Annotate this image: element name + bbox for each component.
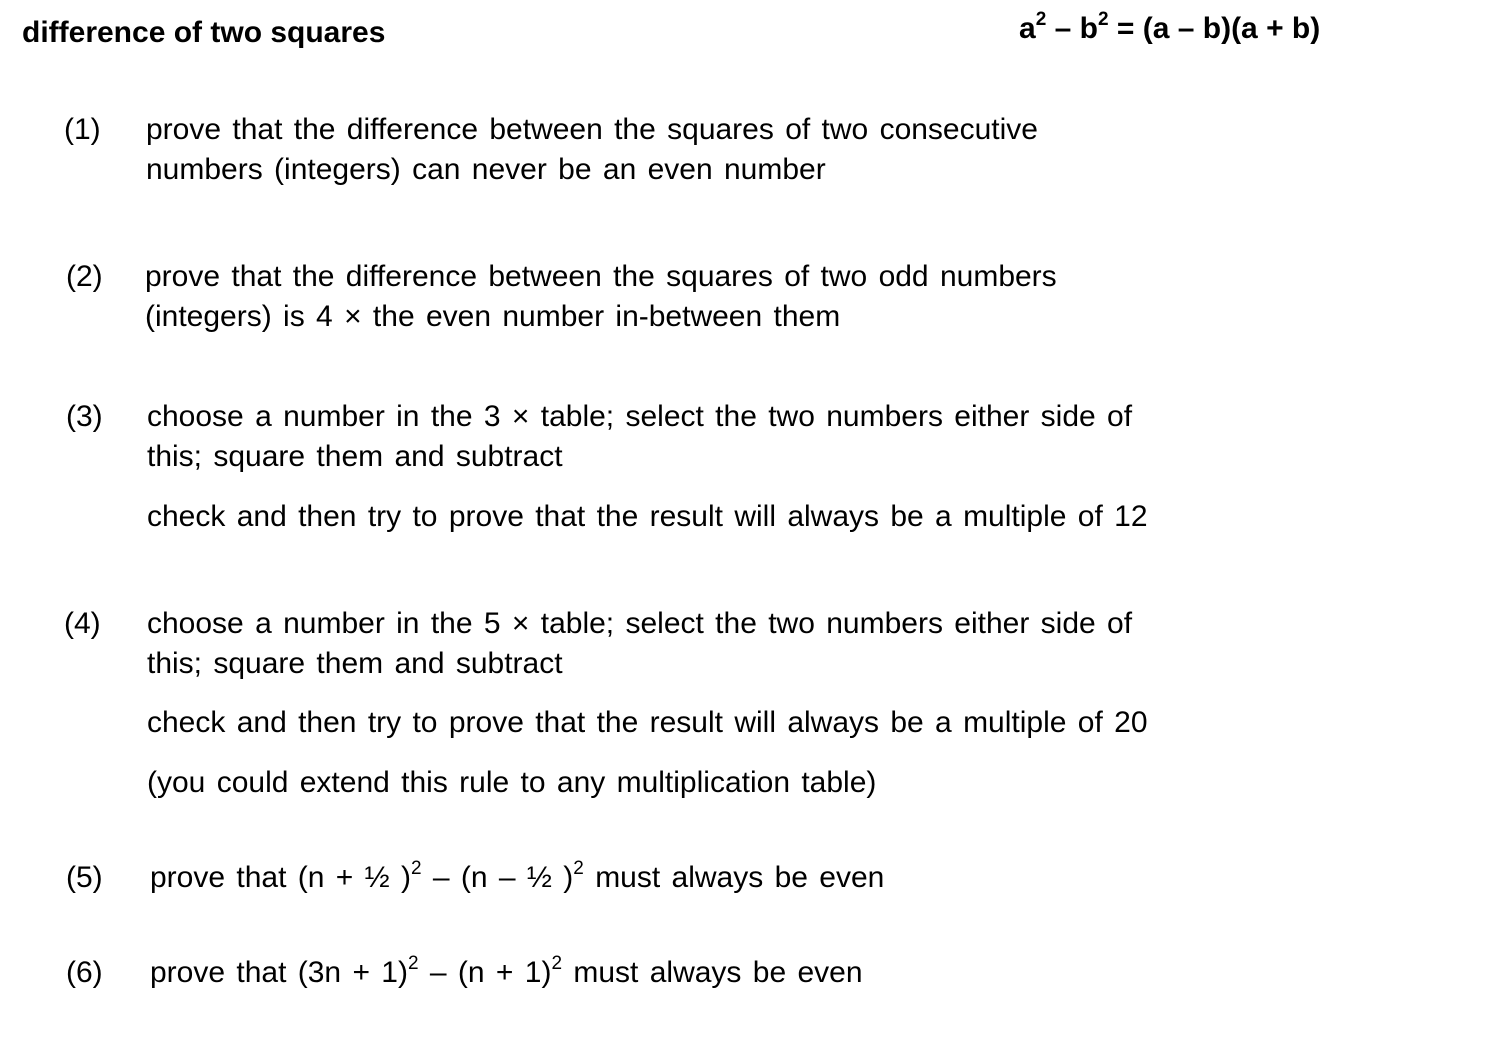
page-title: difference of two squares [22, 16, 386, 49]
problem-text-line: numbers (integers) can never be an even number [146, 153, 826, 186]
problem-text-line: choose a number in the 3 × table; select the two numbers either side of [147, 400, 1133, 433]
expression-part: must always be even [562, 956, 863, 989]
exponent: 2 [410, 858, 422, 879]
expression-part: prove that (n + ½ ) [150, 861, 411, 894]
formula-minus-b: – b [1046, 12, 1098, 45]
problem-text-line: choose a number in the 5 × table; select the two numbers either side of [147, 607, 1133, 640]
problem-text-line [150, 953, 863, 990]
problem-text-line [150, 858, 885, 895]
expression-part: – (n + 1) [418, 956, 552, 989]
problem-text-line: check and then try to prove that the result will always be a multiple of 12 [147, 500, 1148, 533]
expression-part: prove that (3n + 1) [150, 956, 408, 989]
expression-part: must always be even [583, 861, 885, 894]
problem-text-line: (integers) is 4 × the even number in-between them [145, 300, 841, 333]
expression-part: – (n – ½ ) [421, 861, 574, 894]
identity-formula [1019, 9, 1321, 46]
formula-exponent-2: 2 [1097, 9, 1109, 30]
problem-number: (4) [64, 607, 101, 640]
problem-text-line: prove that the difference between the squares of two odd numbers [145, 260, 1057, 293]
problem-text-line: (you could extend this rule to any multiplication table) [147, 766, 877, 799]
problem-number: (5) [66, 861, 103, 894]
exponent: 2 [573, 858, 584, 879]
problem-number: (2) [66, 260, 103, 293]
formula-factorised: = (a – b)(a + b) [1108, 12, 1321, 45]
problem-number: (3) [66, 400, 103, 433]
problem-text-line: this; square them and subtract [147, 440, 563, 473]
exponent: 2 [551, 953, 563, 974]
problem-text-line: this; square them and subtract [147, 647, 563, 680]
problem-number: (1) [64, 113, 101, 146]
formula-exponent-1: 2 [1035, 9, 1047, 30]
formula-a: a [1019, 12, 1036, 45]
problem-text-line: prove that the difference between the squares of two consecutive [146, 113, 1038, 146]
problem-text-line: check and then try to prove that the result will always be a multiple of 20 [147, 706, 1148, 739]
exponent: 2 [407, 953, 419, 974]
problem-number: (6) [66, 956, 103, 989]
